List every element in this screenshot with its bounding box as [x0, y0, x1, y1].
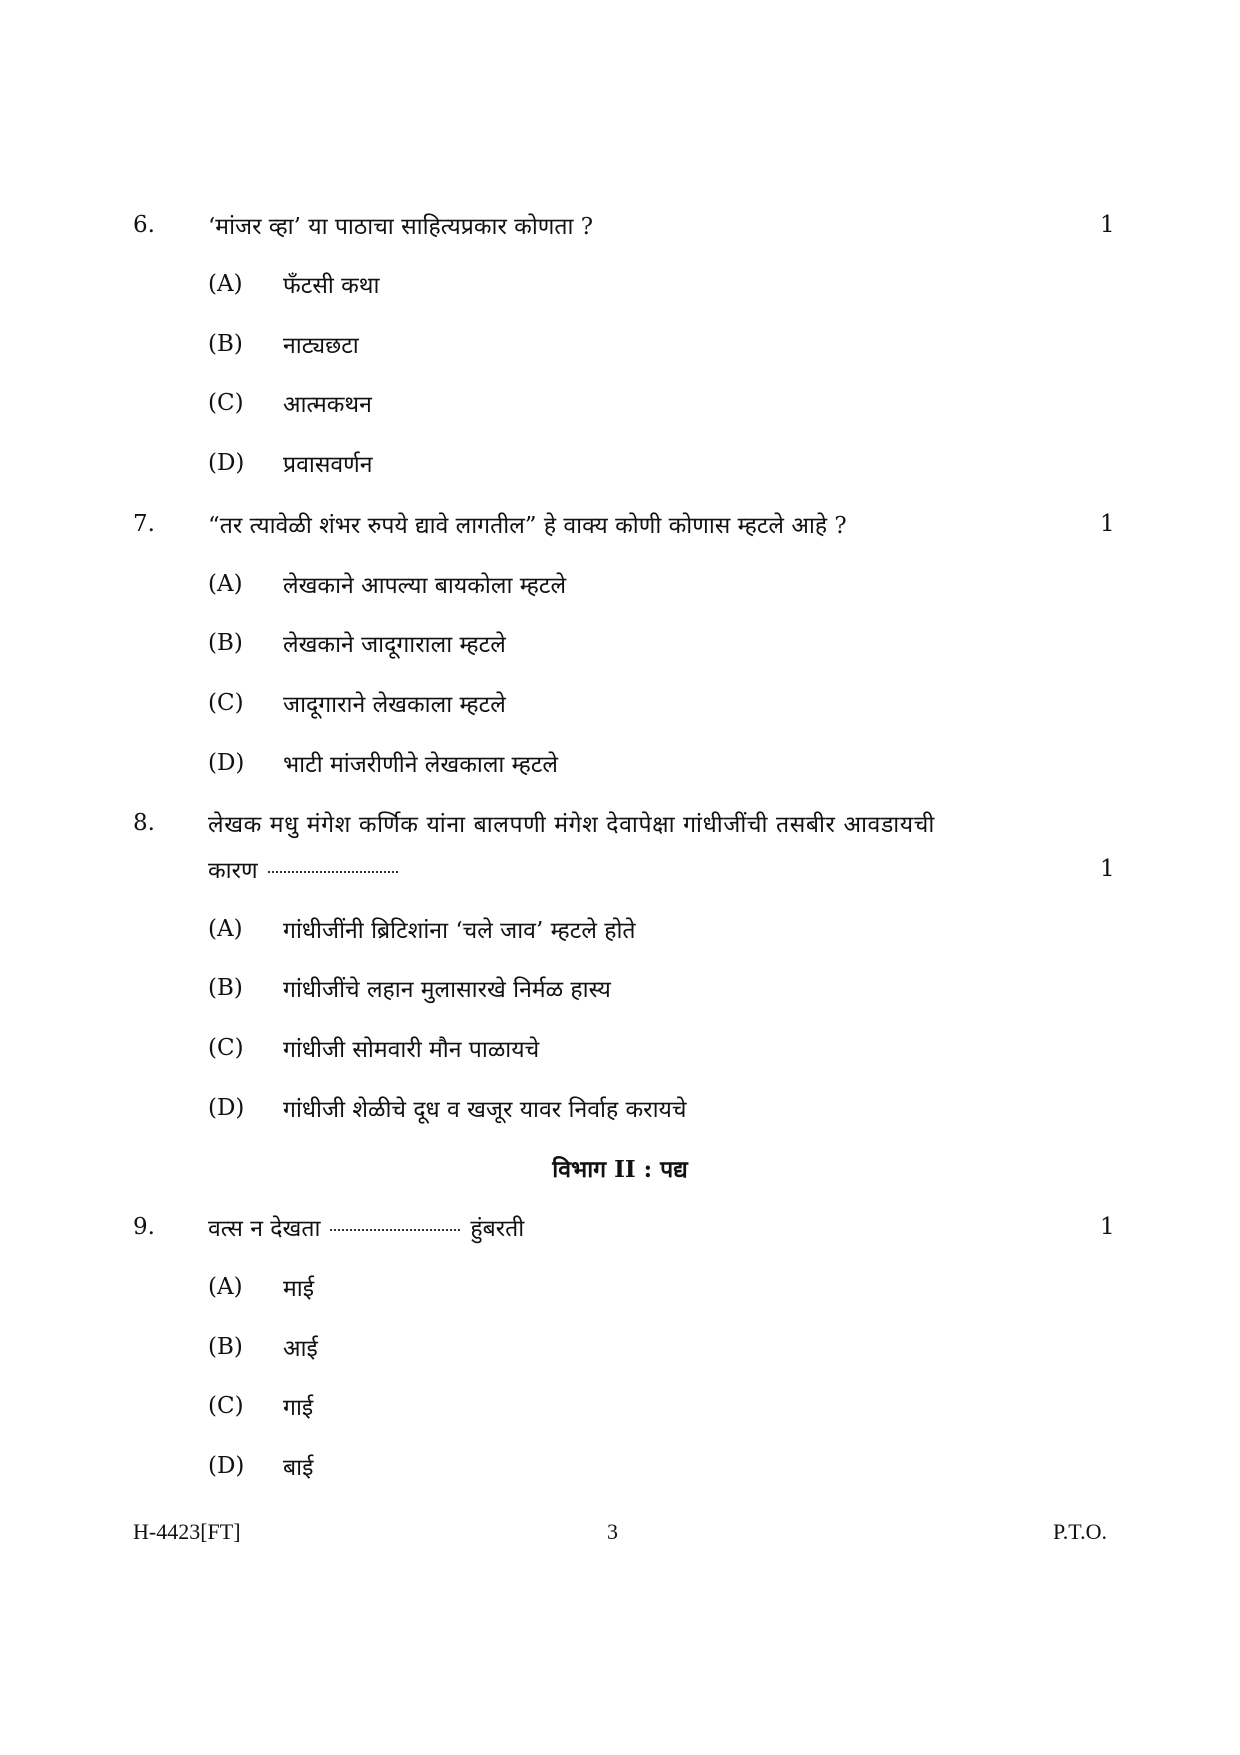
- option-text: गांधीजी शेळीचे दूध व खजूर यावर निर्वाह करायचे: [283, 1097, 687, 1123]
- option-label: (D): [208, 1453, 245, 1479]
- option-label: (C): [208, 1393, 244, 1419]
- question-number: 9.: [133, 1214, 155, 1240]
- option-text: आत्मकथन: [283, 392, 372, 418]
- question-marks: 1: [1100, 1214, 1115, 1240]
- option-label: (D): [208, 1095, 245, 1121]
- option-text: भाटी मांजरीणीने लेखकाला म्हटले: [283, 752, 559, 778]
- option-text: नाट्यछटा: [283, 333, 359, 359]
- question-number: 7.: [133, 511, 155, 537]
- question-text: “तर त्यावेळी शंभर रुपये द्यावे लागतील” हे वाक्य कोणी कोणास म्हटले आहे ?: [208, 513, 847, 539]
- option-text: लेखकाने आपल्या बायकोला म्हटले: [283, 573, 567, 599]
- question-number: 8.: [133, 810, 155, 836]
- option-text: फँटसी कथा: [283, 273, 380, 299]
- pto-label: P.T.O.: [1053, 1519, 1107, 1544]
- option-text: जादूगाराने लेखकाला म्हटले: [283, 692, 506, 718]
- option-text: गाई: [283, 1395, 314, 1421]
- option-label: (D): [208, 750, 245, 776]
- option-label: (A): [208, 916, 243, 942]
- option-label: (B): [208, 331, 243, 357]
- question-number: 6.: [133, 212, 155, 238]
- question-text-cont: कारण: [208, 858, 258, 884]
- option-label: (A): [208, 271, 243, 297]
- option-text: गांधीजींनी ब्रिटिशांना ‘चले जाव’ म्हटले होते: [283, 918, 636, 944]
- question-text-cont: हुंबरती: [470, 1216, 525, 1242]
- question-marks: 1: [1100, 511, 1115, 537]
- option-text: लेखकाने जादूगाराला म्हटले: [283, 632, 506, 658]
- blank-dots: [268, 871, 398, 873]
- option-label: (B): [208, 630, 243, 656]
- question-marks: 1: [1100, 856, 1115, 882]
- option-label: (C): [208, 690, 244, 716]
- question-text-line: [208, 1211, 524, 1243]
- option-label: (A): [208, 1274, 243, 1300]
- option-label: (A): [208, 571, 243, 597]
- option-text: प्रवासवर्णन: [283, 452, 373, 478]
- question-marks: 1: [1100, 212, 1115, 238]
- page-number: 3: [607, 1519, 618, 1544]
- option-label: (D): [208, 450, 245, 476]
- paper-code: H-4423[FT]: [133, 1519, 241, 1544]
- section-heading: विभाग II : पद्य: [552, 1156, 688, 1183]
- option-label: (B): [208, 1334, 243, 1360]
- option-label: (B): [208, 975, 243, 1001]
- option-label: (C): [208, 390, 244, 416]
- question-text: लेखक मधु मंगेश कर्णिक यांना बालपणी मंगेश देवापेक्षा गांधीजींची तसबीर आवडायची: [208, 812, 935, 838]
- option-text: गांधीजींचे लहान मुलासारखे निर्मळ हास्य: [283, 977, 611, 1003]
- question-text: ‘मांजर व्हा’ या पाठाचा साहित्यप्रकार कोणता ?: [208, 214, 594, 240]
- blank-dots: [330, 1229, 460, 1231]
- question-text-line2: [208, 853, 408, 885]
- option-text: बाई: [283, 1455, 314, 1481]
- question-text: वत्स न देखता: [208, 1216, 321, 1242]
- option-text: गांधीजी सोमवारी मौन पाळायचे: [283, 1037, 540, 1063]
- option-label: (C): [208, 1035, 244, 1061]
- option-text: माई: [283, 1276, 315, 1302]
- option-text: आई: [283, 1336, 318, 1362]
